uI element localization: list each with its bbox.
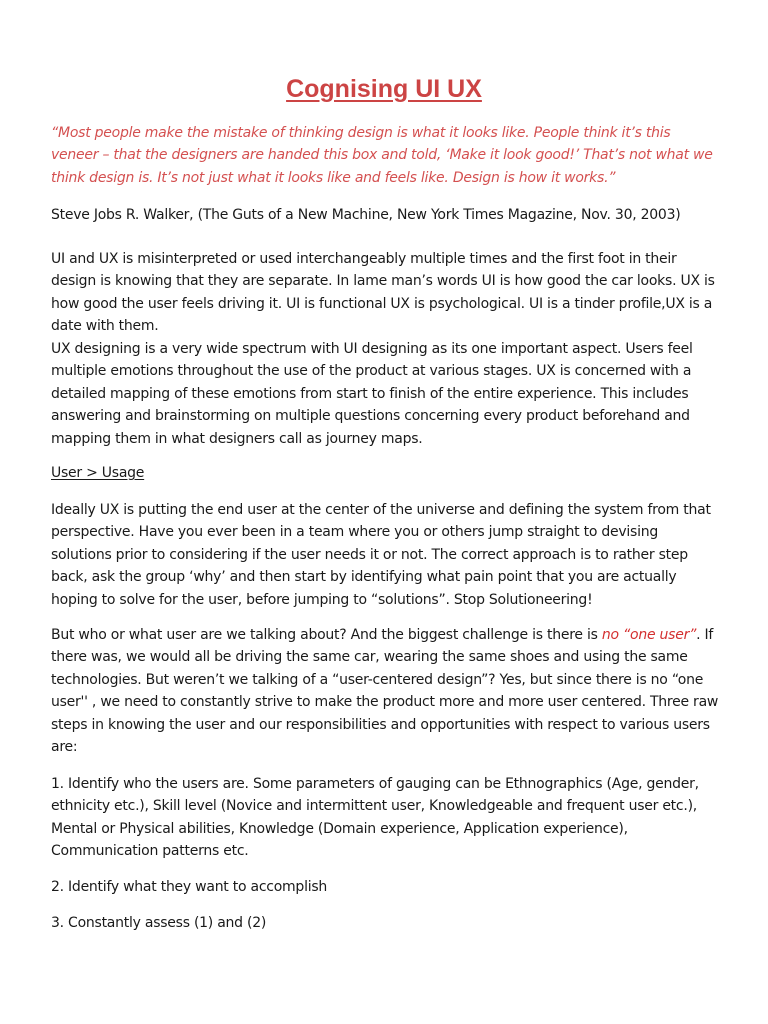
list-item: 3. Constantly assess (1) and (2) — [51, 915, 267, 931]
ux-design-paragraph: UX designing is a very wide spectrum with UI designing as its one important aspect. Users feel multiple emotions throughout the use of the product at various stages. UX is concerned with a detailed mapping of these emotions from start to finish of the entire experience. This includes answering and brainstorming on multiple questions concerning every product beforehand and mapping them in what designers call as journey maps. — [51, 341, 693, 447]
which-user-paragraph — [51, 624, 721, 758]
section-heading: User > Usage — [51, 465, 145, 481]
no-one-user-emphasis: no “one user” — [601, 627, 697, 643]
opening-quote: “Most people make the mistake of thinking design is what it looks like. People think it’s this veneer – that the designers are handed this box and told, ‘Make it look good!’ That’s not what we think design is. It’s not just what it looks like and feels like. Design is how it works.” — [51, 125, 713, 186]
quote-attribution: Steve Jobs R. Walker, (The Guts of a New Machine, New York Times Magazine, Nov. 30, 2003) — [51, 207, 681, 223]
list-item: 2. Identify what they want to accomplish — [51, 879, 328, 895]
list-item: 1. Identify who the users are. Some parameters of gauging can be Ethnographics (Age, gender, ethnicity etc.), Skill level (Novice and intermittent user, Knowledgeable and frequent user etc.), Mental or Physical abilities, Knowledge (Domain experience, Application experience), Communication patterns etc. — [51, 776, 699, 860]
which-user-lead-text: But who or what user are we talking about? And the biggest challenge is there is — [51, 627, 602, 643]
intro-paragraph: UI and UX is misinterpreted or used interchangeably multiple times and the first foot in their design is knowing that they are separate. In lame man’s words UI is how good the car looks. UX is how good the user feels driving it. UI is functional UX is psychological. UI is a tinder profile,UX is a date with them. — [51, 251, 715, 335]
document-title: Cognising UI UX — [286, 75, 482, 103]
which-user-rest-text: . If there was, we would all be driving the same car, wearing the same shoes and using the same technologies. But weren’t we talking of a “user-centered design”? Yes, but since there is no “one user'' , we need to constantly strive to make the product more and more user centered. Three raw steps in knowing the user and our responsibilities and opportunities with respect to various users are: — [51, 627, 719, 756]
user-centered-paragraph: Ideally UX is putting the end user at the center of the universe and defining the system from that perspective. Have you ever been in a team where you or others jump straight to devising solutions prior to considering if the user needs it or not. The correct approach is to rather step back, ask the group ‘why’ and then start by identifying what pain point that you are actually hoping to solve for the user, before jumping to “solutions”. Stop Solutioneering! — [51, 502, 711, 608]
